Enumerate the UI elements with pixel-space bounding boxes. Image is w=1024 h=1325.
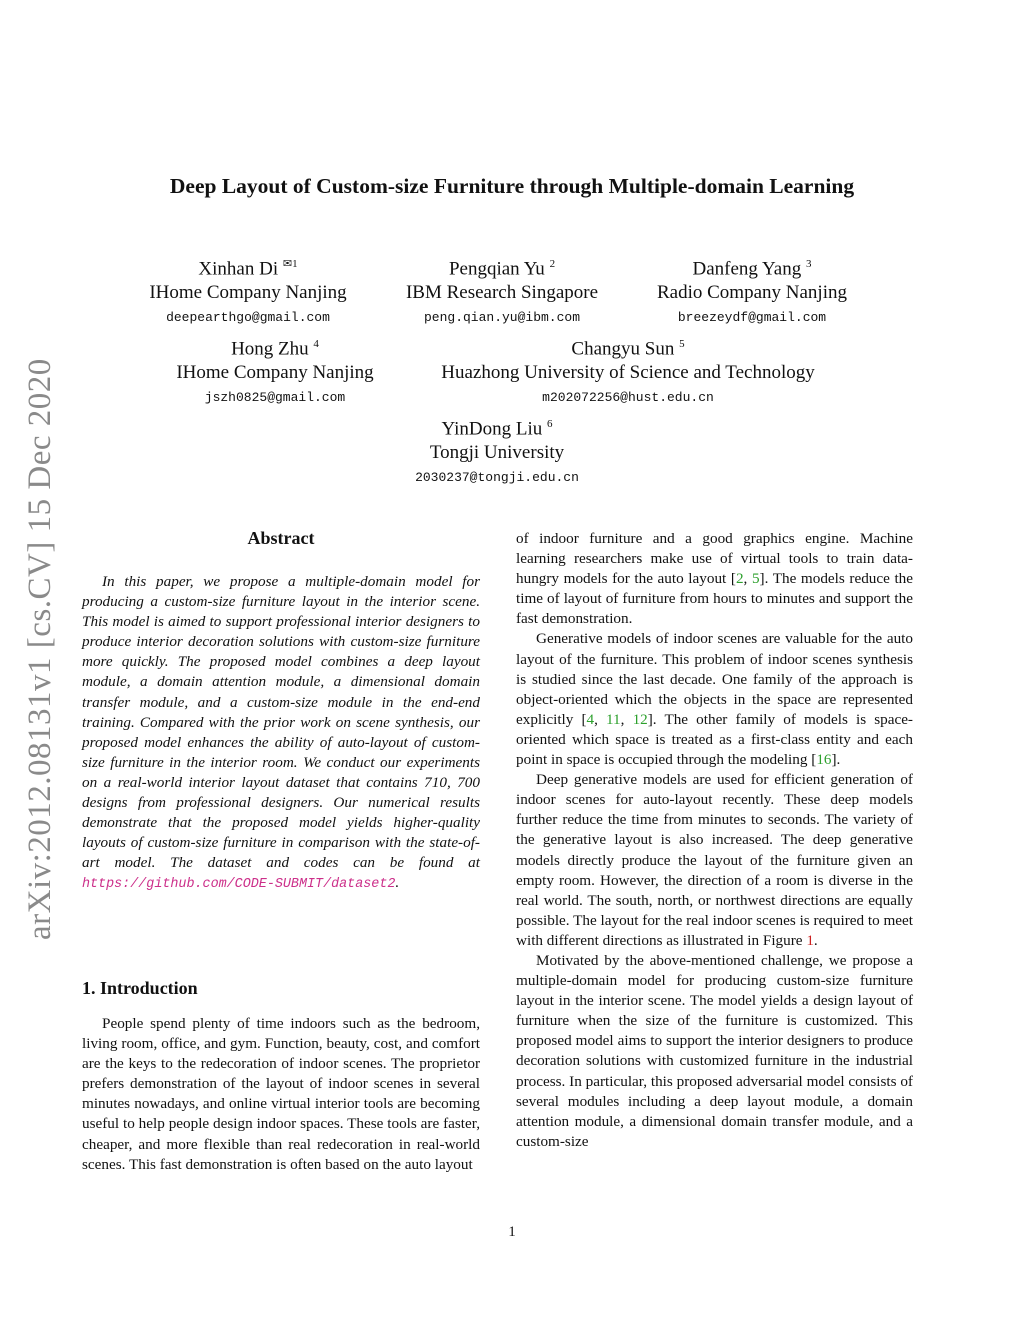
author-email[interactable]: peng.qian.yu@ibm.com bbox=[423, 310, 581, 326]
body-paragraph: of indoor furniture and a good graphics engine. Machine learning researchers make use of virtual tools to train data-hungry models for the auto layout [2, 5]. The models reduce the time of layout of furniture from hours to minutes and support the fast demonstration. bbox=[516, 530, 914, 628]
author-block bbox=[632, 252, 872, 325]
page-number: 1 bbox=[508, 1224, 516, 1240]
author-affiliation: Huazhong University of Science and Technology bbox=[441, 362, 815, 384]
author-name: Changyu Sun $^5$ bbox=[571, 338, 685, 360]
author-mark: 3 bbox=[805, 258, 812, 270]
right-column bbox=[516, 529, 913, 1152]
author-affiliation: Radio Company Nanjing bbox=[657, 282, 847, 304]
abstract-heading: Abstract bbox=[247, 528, 315, 548]
author-affiliation: IBM Research Singapore bbox=[405, 282, 599, 304]
citation-link[interactable]: 4 bbox=[586, 710, 595, 728]
author-block bbox=[418, 332, 838, 405]
author-name: Danfeng Yang $^3$ bbox=[692, 258, 812, 280]
intro-paragraph: People spend plenty of time indoors such as the bedroom, living room, office, and gym. Function, beauty, cost, and comfort are the keys to the redecoration of indoor scenes. The proprietor prefers demonstration of the layout of indoor scenes in several minutes nowadays, and online virtual interior tools are becoming useful to help people design indoor spaces. These tools are faster, cheaper, and more flexible than real redecoration in real-world scenes. This fast demonstration is often based on the auto layout bbox=[82, 1015, 480, 1173]
author-mark: 6 bbox=[547, 418, 553, 430]
citation-link[interactable]: 11 bbox=[606, 710, 621, 728]
body-paragraph: Generative models of indoor scenes are valuable for the auto layout of the furniture. This problem of indoor scenes synthesis is studied since the last decade. One family of the approach is object-oriented which the objects in the space are represented explicitly [4, 11, 12]. The other family of models is space-oriented which space is treated as a first-class entity and each point in space is occupied through the modeling [16]. bbox=[516, 630, 913, 769]
section-heading: 1. Introduction bbox=[82, 978, 198, 998]
author-email[interactable]: 2030237@tongji.edu.cn bbox=[415, 470, 579, 486]
author-affiliation: IHome Company Nanjing bbox=[149, 282, 347, 304]
author-mark: 4 bbox=[313, 338, 319, 350]
dataset-link[interactable]: https://github.com/CODE-SUBMIT/dataset2 bbox=[82, 877, 396, 893]
paper-title: Deep Layout of Custom-size Furniture through Multiple-domain Learning bbox=[169, 174, 855, 198]
author-name: Hong Zhu $^4$ bbox=[231, 338, 319, 360]
author-name: YinDong Liu $^6$ bbox=[441, 418, 553, 440]
author-affiliation: IHome Company Nanjing bbox=[176, 362, 374, 384]
abstract-text: In this paper, we propose a multiple-domain model for producing a custom-size furniture layout in the interior scene. This model is aimed to support professional interior designers to produce interior decoration solutions with custom-size furniture more quickly. The proposed model combines a deep layout module, a domain attention module, a dimensional domain transfer module, and a custom-size module in the end-end training. Compared with the prior work on scene synthesis, our proposed model enhances the ability of auto-layout of custom-size furniture in the interior room. We conduct our experiments on a real-world interior layout dataset that contains 710, 700 designs from professional designers. Our numerical results demonstrate that the proposed model yields higher-quality layouts of custom-size furniture in comparison with the state-of-art model. The dataset and codes can be found at https://github.com/CODE-SUBMIT/dataset2. bbox=[82, 573, 480, 893]
author-mark: 2 bbox=[549, 258, 556, 270]
author-email[interactable]: jszh0825@gmail.com bbox=[204, 390, 346, 406]
citation-link[interactable]: 16 bbox=[816, 751, 832, 769]
author-block bbox=[380, 252, 624, 325]
body-paragraph: Deep generative models are used for efficient generation of indoor scenes for auto-layout recently. These deep models further reduce the time from minutes to seconds. The variety of the generative layout is also increased. The deep generative models directly produce the layout of the furniture given an empty room. However, the direction of a room is diverse in the real world. The south, north, or northwest directions are equally possible. The layout for the real indoor scenes is required to meet with different directions as illustrated in Figure 1. bbox=[516, 771, 914, 949]
author-block bbox=[120, 252, 376, 325]
author-email[interactable]: m202072256@hust.edu.cn bbox=[542, 390, 714, 406]
author-mark: 5 bbox=[679, 338, 685, 350]
arxiv-identifier: arXiv:2012.08131v1 [cs.CV] 15 Dec 2020 bbox=[22, 358, 58, 940]
author-affiliation: Tongji University bbox=[429, 442, 565, 464]
author-block bbox=[150, 332, 400, 405]
figure-link[interactable]: 1 bbox=[806, 931, 814, 949]
author-email[interactable]: deepearthgo@gmail.com bbox=[166, 310, 330, 326]
author-name: Xinhan Di $^{✉1}$ bbox=[198, 258, 298, 280]
author-email[interactable]: breezeydf@gmail.com bbox=[677, 310, 827, 326]
body-paragraph: Motivated by the above-mentioned challenge, we propose a multiple-domain model for producing custom-size furniture layout in the interior scene. The model yields a design layout of furniture when the size of the furniture is customized. This proposed model aims to support the interior designers to produce decoration solutions with customized furniture in the industrial process. In particular, this proposed adversarial model consists of several modules including a deep layout module, a domain attention module, a dimensional domain transfer module, and a custom-size bbox=[516, 951, 913, 1150]
author-name: Pengqian Yu $^2$ bbox=[448, 258, 556, 280]
citation-link[interactable]: 12 bbox=[632, 710, 648, 728]
author-block bbox=[372, 412, 622, 485]
citation-link[interactable]: 5 bbox=[751, 570, 760, 588]
author-mark: ✉1 bbox=[282, 258, 298, 270]
citation-link[interactable]: 2 bbox=[735, 570, 744, 588]
